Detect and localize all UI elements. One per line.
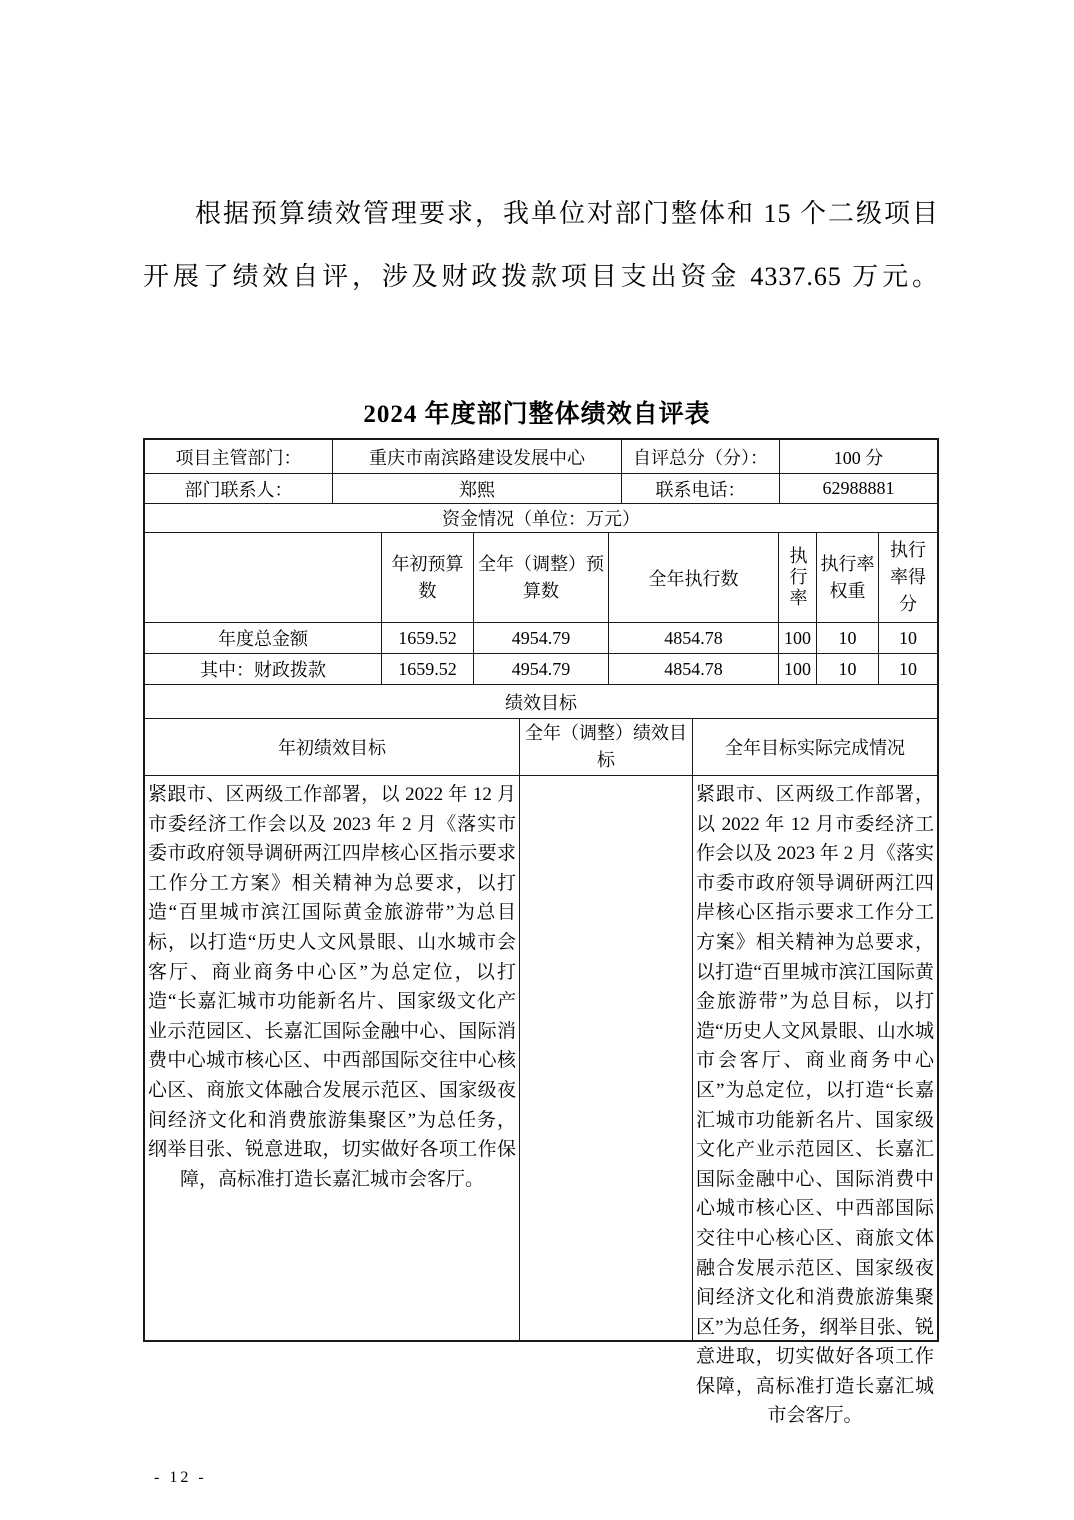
table-row (145, 654, 937, 685)
header-budget-adjusted: 全年（调整）预算数 (474, 533, 609, 622)
cell-executed: 4854.78 (609, 654, 779, 684)
header-actual-completion: 全年目标实际完成情况 (725, 738, 905, 758)
header-initial-goal: 年初绩效目标 (145, 719, 520, 775)
table-row (145, 474, 937, 504)
header-exec-rate-weight: 执行率权重 (817, 533, 879, 622)
table-title: 2024 年度部门整体绩效自评表 (363, 401, 711, 428)
header-exec-rate-score: 执行率得分 (890, 540, 926, 614)
table-row (145, 719, 937, 776)
phone-label: 联系电话： (622, 474, 780, 503)
cell-initial: 1659.52 (382, 623, 474, 653)
table-row (145, 533, 937, 623)
cell-adjusted: 4954.79 (474, 623, 609, 653)
row-label: 其中：财政拨款 (145, 654, 382, 684)
cell-rate: 100 (779, 623, 817, 653)
dept-value: 重庆市南滨路建设发展中心 (333, 440, 622, 473)
goals-section-title: 绩效目标 (505, 692, 577, 713)
cell-weight: 10 (817, 654, 879, 684)
adjusted-goal-text (520, 776, 693, 1340)
table-row (145, 776, 937, 1427)
funds-corner-cell (145, 533, 382, 622)
header-executed: 全年执行数 (609, 533, 779, 622)
table-row (145, 685, 937, 719)
actual-completion-text: 紧跟市、区两级工作部署，以 2022 年 12 月市委经济工作会以及 2023 年 2 月《落实市委市政府领导调研两江四岸核心区指示要求工作分工方案》相关精神为总要求，以打造“百里城市滨江国际黄金旅游带”为总目标，以打造“历史人文风景眼、山水城市会客厅、商业商务中心区”为总定位，以打造“长嘉汇城市功能新名片、国家级文化产业示范园区、长嘉汇国际金融中心、国际消费中心城市核心区、中西部国际交往中心核心区、商旅文体融合发展示范区、国家级夜间经济文化和消费旅游集聚区”为总任务，纲举目张、锐意进取，切实做好各项工作保障，高标准打造长嘉汇城市会客厅。 (696, 784, 934, 1427)
table-row (145, 623, 937, 654)
cell-adjusted: 4954.79 (474, 654, 609, 684)
score-label: 自评总分（分）： (622, 440, 780, 473)
intro-paragraph: 根据预算绩效管理要求，我单位对部门整体和 15 个二级项目开展了绩效自评，涉及财政拨款项目支出资金 4337.65 万元。 (143, 199, 939, 291)
page-number: - 12 - (154, 1469, 207, 1486)
header-exec-rate (779, 533, 817, 622)
table-row (145, 440, 937, 474)
header-budget-initial: 年初预算数 (382, 533, 474, 622)
row-label: 年度总金额 (145, 623, 382, 653)
table-row (145, 504, 937, 533)
initial-goal-text: 紧跟市、区两级工作部署，以 2022 年 12 月市委经济工作会以及 2023 年 2 月《落实市委市政府领导调研两江四岸核心区指示要求工作分工方案》相关精神为总要求，以打造“百里城市滨江国际黄金旅游带”为总目标，以打造“历史人文风景眼、山水城市会客厅、商业商务中心区”为总定位，以打造“长嘉汇城市功能新名片、国家级文化产业示范园区、长嘉汇国际金融中心、国际消费中心城市核心区、中西部国际交往中心核心区、商旅文体融合发展示范区、国家级夜间经济文化和消费旅游集聚区”为总任务，纲举目张、锐意进取，切实做好各项工作保障，高标准打造长嘉汇城市会客厅。 (145, 776, 520, 1340)
exec-rate-vertical-text: 执行率 (787, 546, 808, 609)
score-value: 100 分 (833, 447, 884, 468)
cell-weight: 10 (817, 623, 879, 653)
cell-score: 10 (899, 627, 917, 648)
phone-value: 62988881 (822, 478, 895, 498)
header-adjusted-goal: 全年（调整）绩效目标 (520, 719, 693, 775)
performance-self-evaluation-table (143, 438, 939, 1427)
funds-section-title: 资金情况（单位：万元） (442, 509, 640, 529)
dept-label: 项目主管部门： (145, 440, 333, 473)
contact-value: 郑熙 (333, 474, 622, 503)
cell-executed: 4854.78 (609, 623, 779, 653)
cell-initial: 1659.52 (382, 654, 474, 684)
cell-rate: 100 (779, 654, 817, 684)
contact-label: 部门联系人： (145, 474, 333, 503)
cell-score: 10 (899, 658, 917, 679)
